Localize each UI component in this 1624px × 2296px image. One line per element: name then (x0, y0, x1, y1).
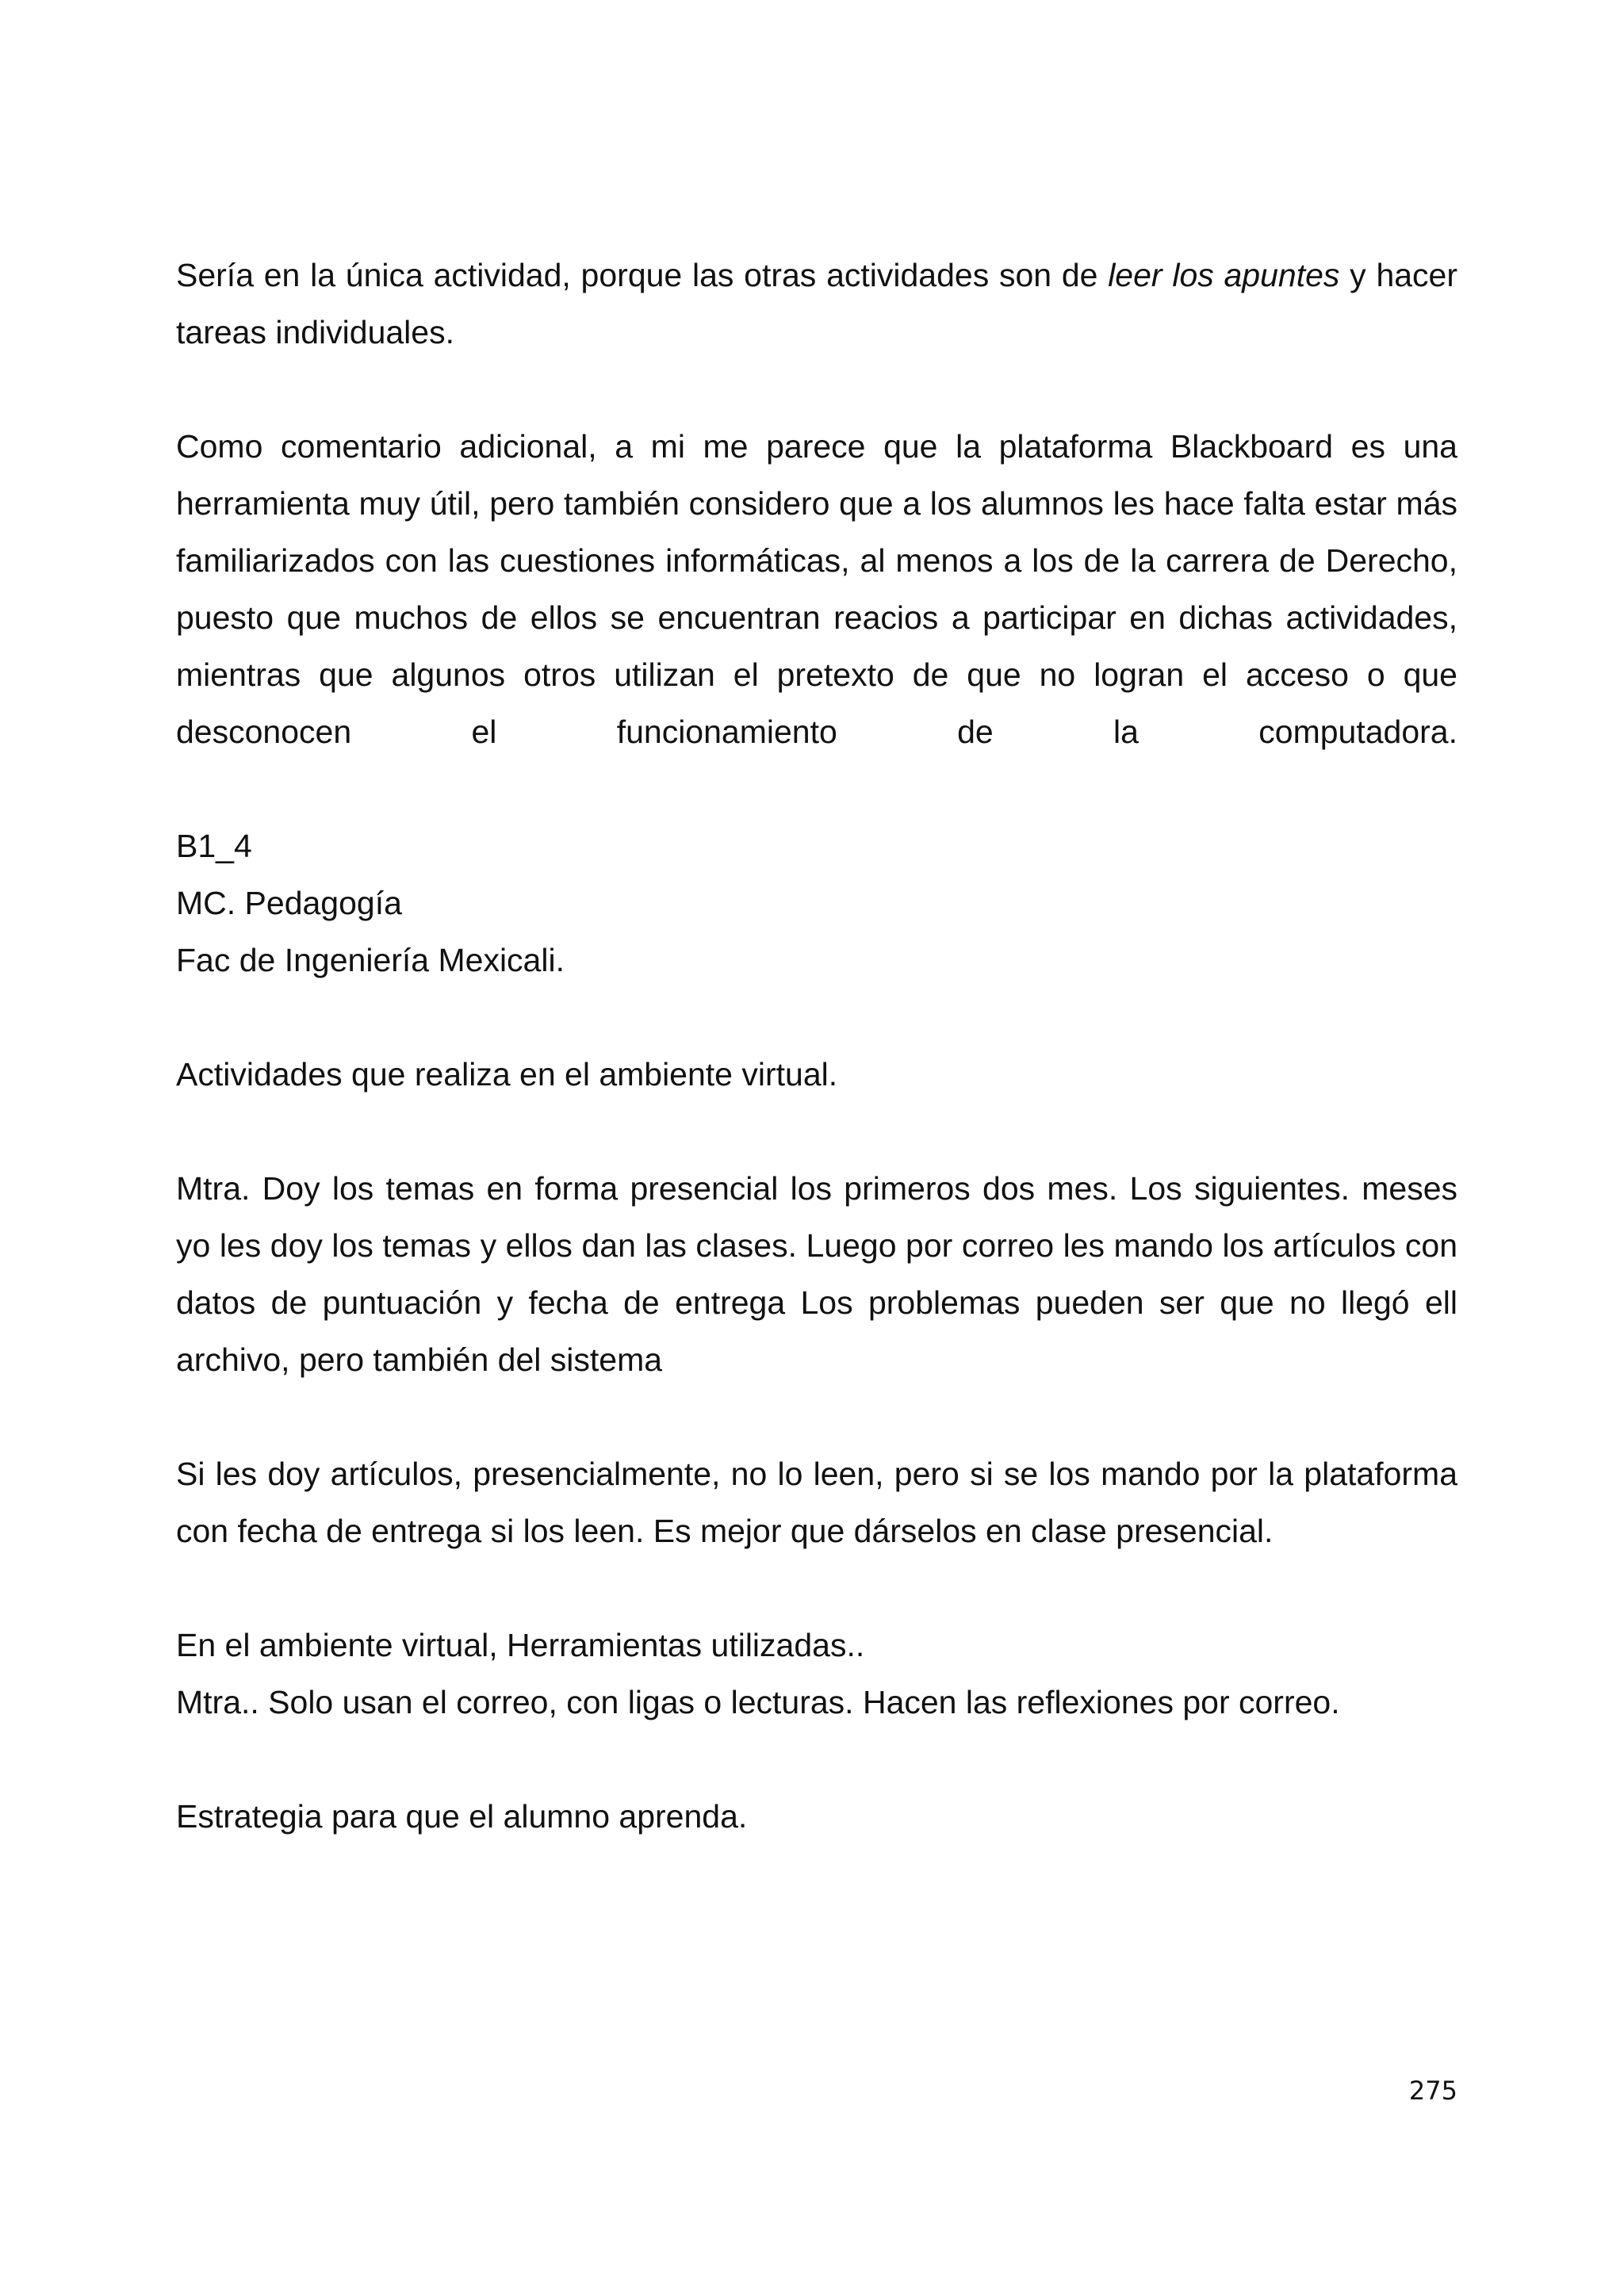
page-body (176, 247, 1457, 1902)
interviewee-degree: MC. Pedagogía (176, 885, 402, 921)
paragraph-1-italic-phrase: leer los apuntes (1108, 257, 1340, 293)
interviewee-faculty: Fac de Ingeniería Mexicali. (176, 942, 565, 978)
paragraph-6-line-1: En el ambiente virtual, Herramientas utilizadas.. (176, 1627, 865, 1663)
interviewee-code: B1_4 (176, 828, 252, 864)
paragraph-1-text-start: Sería en la única actividad, porque las otras actividades son de (176, 257, 1109, 293)
paragraph-6 (176, 1617, 1457, 1731)
page-number: 275 (1408, 2076, 1457, 2106)
paragraph-1-text-end: y hacer tareas individuales. (176, 257, 1458, 350)
interviewee-header (176, 817, 1457, 989)
paragraph-1 (176, 247, 1457, 361)
paragraph-4: Mtra. Doy los temas en forma presencial los primeros dos mes. Los siguientes. meses yo les doy los temas y ellos dan las clases. Luego por correo les mando los artículos con datos de puntuación y fecha de entrega Los problemas pueden ser que no llegó ell archivo, pero también del sistema (176, 1170, 1457, 1378)
paragraph-2: Como comentario adicional, a mi me parece que la plataforma Blackboard es una herramienta muy útil, pero también considero que a los alumnos les hace falta estar más familiarizados con las cuestiones informáticas, al menos a los de la carrera de Derecho, puesto que muchos de ellos se encuentran reacios a participar en dichas actividades, mientras que algunos otros utilizan el pretexto de que no logran el acceso o que desconocen el funcionamiento de la computadora. (176, 428, 1457, 750)
paragraph-5: Si les doy artículos, presencialmente, no lo leen, pero si se los mando por la plataforma con fecha de entrega si los leen. Es mejor que dárselos en clase presencial. (176, 1456, 1457, 1549)
paragraph-6-line-2: Mtra.. Solo usan el correo, con ligas o lecturas. Hacen las reflexiones por correo. (176, 1684, 1340, 1720)
paragraph-7: Estrategia para que el alumno aprenda. (176, 1798, 748, 1835)
paragraph-3: Actividades que realiza en el ambiente virtual. (176, 1056, 838, 1093)
